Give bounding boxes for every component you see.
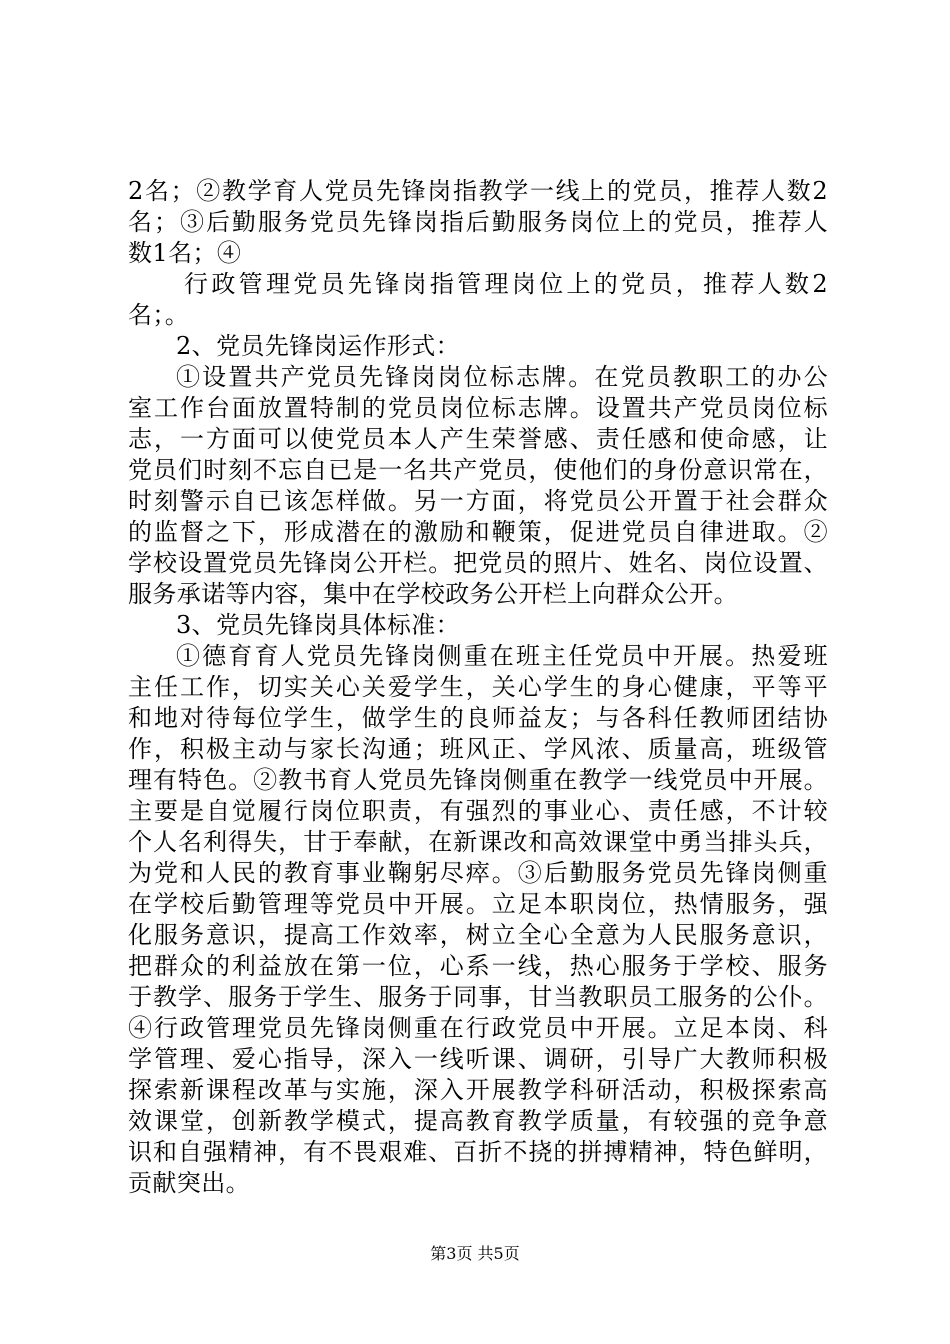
text-line: 2名；②教学育人党员先锋岗指教学一线上的党员，推荐人数2 [128,177,828,205]
text-line: 3、党员先锋岗具体标准： [176,611,461,639]
text-line: ①设置共产党员先锋岗岗位标志牌。在党员教职工的办公 [176,363,828,391]
text-line: 化服务意识，提高工作效率，树立全心全意为人民服务意识， [128,921,828,949]
text-line: 把群众的利益放在第一位，心系一线，热心服务于学校、服务 [128,952,828,980]
text-line: 探索新课程改革与实施，深入开展教学科研活动，积极探索高 [128,1076,828,1104]
text-line: 时刻警示自已该怎样做。另一方面，将党员公开置于社会群众 [128,487,828,515]
page-footer: 第3页 共5页 [430,1244,520,1263]
text-line: 个人名利得失，甘于奉献，在新课改和高效课堂中勇当排头兵， [128,828,828,856]
text-line: 贡献突出。 [128,1169,250,1197]
text-line: ④行政管理党员先锋岗侧重在行政党员中开展。立足本岗、科 [128,1014,828,1042]
text-line: 效课堂，创新教学模式，提高教育教学质量，有较强的竞争意 [128,1107,828,1135]
text-line: 名；③后勤服务党员先锋岗指后勤服务岗位上的党员，推荐人 [128,208,828,236]
text-line: 识和自强精神，有不畏艰难、百折不挠的拼搏精神，特色鲜明， [128,1138,828,1166]
text-line: 数1名；④ [128,239,242,267]
text-line: 服务承诺等内容，集中在学校政务公开栏上向群众公开。 [128,580,738,608]
text-line: 2、党员先锋岗运作形式： [176,332,461,360]
text-line: 作，积极主动与家长沟通；班风正、学风浓、质量高，班级管 [128,735,828,763]
text-line: 于教学、服务于学生、服务于同事，甘当教职员工服务的公仆。 [128,983,828,1011]
text-line: 室工作台面放置特制的党员岗位标志牌。设置共产党员岗位标 [128,394,828,422]
text-line: 学管理、爱心指导，深入一线听课、调研，引导广大教师积极 [128,1045,828,1073]
text-line: 的监督之下，形成潜在的激励和鞭策，促进党员自律进取。② [128,518,828,546]
text-line: 和地对待每位学生，做学生的良师益友；与各科任教师团结协 [128,704,828,732]
text-line: 行政管理党员先锋岗指管理岗位上的党员，推荐人数2 [184,270,828,298]
text-line: 在学校后勤管理等党员中开展。立足本职岗位，热情服务，强 [128,890,828,918]
text-line: 为党和人民的教育事业鞠躬尽瘁。③后勤服务党员先锋岗侧重 [128,859,828,887]
text-line: 理有特色。②教书育人党员先锋岗侧重在教学一线党员中开展。 [128,766,828,794]
text-line: 名；。 [128,301,190,329]
text-line: 党员们时刻不忘自已是一名共产党员，使他们的身份意识常在， [128,456,828,484]
text-line: 主任工作，切实关心关爱学生，关心学生的身心健康，平等平 [128,673,828,701]
text-line: 志，一方面可以使党员本人产生荣誉感、责任感和使命感，让 [128,425,828,453]
text-line: 主要是自觉履行岗位职责，有强烈的事业心、责任感，不计较 [128,797,828,825]
body-text [128,176,828,1199]
text-line: ①德育育人党员先锋岗侧重在班主任党员中开展。热爱班 [176,642,828,670]
text-line: 学校设置党员先锋岗公开栏。把党员的照片、姓名、岗位设置、 [128,549,828,577]
